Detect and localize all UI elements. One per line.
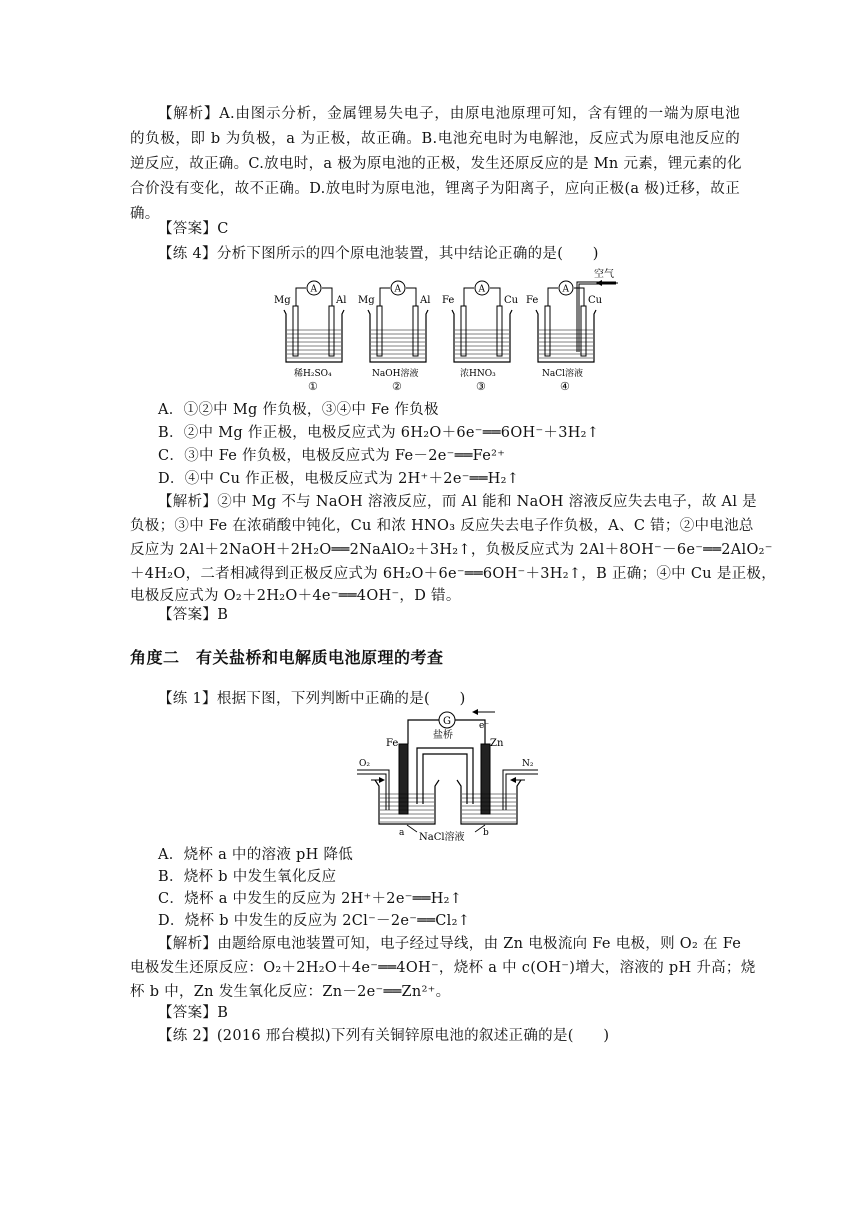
cell-3-solution: 浓HNO₃ bbox=[460, 369, 496, 379]
cell-2-left-label: Mg bbox=[358, 295, 375, 306]
n2-label: N₂ bbox=[522, 759, 534, 769]
beaker-a-label: a bbox=[399, 828, 405, 838]
analysis-line-4: 合价没有变化，故不正确。D.放电时为原电池，锂离子为阳离子，应向正极(a 极)迁移，故正 bbox=[130, 181, 740, 197]
cell-2-right-label: Al bbox=[420, 295, 431, 306]
analysis2-line-3: 反应为 2Al＋2NaOH＋2H₂O══2NaAlO₂＋3H₂↑，负极反应式为 2Al＋8OH⁻－6e⁻══2AlO₂⁻ bbox=[130, 542, 773, 558]
cell-1 bbox=[274, 281, 346, 393]
zn-electrode bbox=[481, 744, 490, 814]
analysis2-line-5: 电极反应式为 O₂＋2H₂O＋4e⁻══4OH⁻，D 错。 bbox=[130, 588, 461, 604]
cell-3-left-label: Fe bbox=[442, 295, 455, 306]
cell-4-right-label: Cu bbox=[588, 295, 603, 306]
cell-2-meter: A bbox=[394, 284, 401, 295]
salt-bridge-figure bbox=[355, 704, 540, 844]
cell-1-number: ① bbox=[308, 380, 318, 393]
analysis-line-5: 确。 bbox=[130, 206, 160, 222]
cell-1-meter: A bbox=[310, 284, 317, 295]
option-c: C．③中 Fe 作负极，电极反应式为 Fe－2e⁻══Fe²⁺ bbox=[158, 448, 506, 464]
air-arrow-icon bbox=[596, 280, 602, 286]
section-heading: 角度二 有关盐桥和电解质电池原理的考查 bbox=[130, 648, 444, 667]
cell-4 bbox=[526, 267, 618, 393]
fe-electrode bbox=[399, 744, 408, 814]
cell-3-meter: A bbox=[478, 284, 485, 295]
cell-1-right-label: Al bbox=[336, 295, 347, 306]
cell-1-left-electrode bbox=[293, 306, 298, 356]
cell-2 bbox=[358, 281, 430, 393]
analysis2-line-2: 负极；③中 Fe 在浓硝酸中钝化，Cu 和浓 HNO₃ 反应失去电子作负极，A、C 错；②中电池总 bbox=[130, 518, 754, 534]
analysis2-line-4: ＋4H₂O，二者相减得到正极反应式为 6H₂O＋6e⁻══6OH⁻＋3H₂↑，B 正确；④中 Cu 是正极， bbox=[130, 566, 777, 582]
n2-arrow-icon bbox=[510, 777, 516, 783]
cell-1-right-electrode bbox=[329, 306, 334, 356]
option-d: D．④中 Cu 作正极，电极反应式为 2H⁺＋2e⁻══H₂↑ bbox=[158, 471, 520, 487]
cell-4-number: ④ bbox=[560, 380, 570, 393]
answer-b: 【答案】B bbox=[158, 607, 229, 623]
question-lian2: 【练 2】(2016 邢台模拟)下列有关铜锌原电池的叙述正确的是( ) bbox=[158, 1028, 610, 1044]
air-label: 空气 bbox=[594, 269, 614, 280]
cell-3-right-label: Cu bbox=[504, 295, 519, 306]
four-cells-figure bbox=[270, 266, 620, 400]
cell-3-number: ③ bbox=[476, 380, 486, 393]
q1-analysis-line-1: 【解析】由题给原电池装置可知，电子经过导线，由 Zn 电极流向 Fe 电极，则 O₂ 在 Fe bbox=[158, 936, 742, 952]
o2-label: O₂ bbox=[359, 759, 370, 769]
nacl-label: NaCl溶液 bbox=[419, 832, 465, 843]
analysis-line-1: 【解析】A.由图示分析，金属锂易失电子，由原电池原理可知，含有锂的一端为原电池 bbox=[158, 106, 740, 122]
q1-option-b: B．烧杯 b 中发生氧化反应 bbox=[158, 869, 337, 885]
q1-option-c: C．烧杯 a 中发生的反应为 2H⁺＋2e⁻══H₂↑ bbox=[158, 891, 463, 907]
option-a: A．①②中 Mg 作负极，③④中 Fe 作负极 bbox=[158, 402, 439, 418]
answer-c: 【答案】C bbox=[158, 221, 229, 237]
electron-arrow-icon bbox=[472, 709, 478, 715]
cell-2-solution: NaOH溶液 bbox=[372, 369, 419, 379]
fe-label: Fe bbox=[386, 738, 399, 749]
q1-analysis-line-3: 杯 b 中，Zn 发生氧化反应：Zn－2e⁻══Zn²⁺。 bbox=[130, 984, 451, 1000]
beaker-b-label: b bbox=[483, 828, 489, 838]
question-lian4: 【练 4】分析下图所示的四个原电池装置，其中结论正确的是( ) bbox=[158, 246, 599, 262]
option-b: B．②中 Mg 作正极，电极反应式为 6H₂O＋6e⁻══6OH⁻＋3H₂↑ bbox=[158, 425, 600, 441]
salt-bridge-tube bbox=[417, 748, 473, 804]
cell-4-solution: NaCl溶液 bbox=[542, 369, 584, 379]
o2-arrow-icon bbox=[379, 777, 385, 783]
cell-4-left-label: Fe bbox=[526, 295, 539, 306]
cell-1-left-label: Mg bbox=[274, 295, 291, 306]
q1-option-a: A．烧杯 a 中的溶液 pH 降低 bbox=[158, 847, 354, 863]
galvanometer-label: G bbox=[443, 716, 451, 727]
analysis-line-3: 逆反应，故正确。C.放电时，a 极为原电池的正极，发生还原反应的是 Mn 元素，锂元素的化 bbox=[130, 156, 742, 172]
cell-1-solution: 稀H₂SO₄ bbox=[294, 369, 332, 379]
q1-option-d: D．烧杯 b 中发生的反应为 2Cl⁻－2e⁻══Cl₂↑ bbox=[158, 913, 471, 929]
q1-answer: 【答案】B bbox=[158, 1005, 229, 1021]
q1-analysis-line-2: 电极发生还原反应：O₂＋2H₂O＋4e⁻══4OH⁻，烧杯 a 中 c(OH⁻)增大，溶液的 pH 升高；烧 bbox=[130, 960, 756, 976]
electron-label: e⁻ bbox=[479, 721, 490, 731]
cell-3 bbox=[442, 281, 519, 393]
analysis-line-2: 的负极，即 b 为负极，a 为正极，故正确。B.电池充电时为电解池，反应式为原电池反应的 bbox=[130, 131, 740, 147]
zn-label: Zn bbox=[490, 738, 504, 749]
cell-2-number: ② bbox=[392, 380, 402, 393]
analysis2-line-1: 【解析】②中 Mg 不与 NaOH 溶液反应，而 Al 能和 NaOH 溶液反应失去电子，故 Al 是 bbox=[158, 494, 757, 510]
cell-4-meter: A bbox=[562, 284, 569, 295]
question-lian1: 【练 1】根据下图，下列判断中正确的是( ) bbox=[158, 691, 466, 707]
salt-bridge-label: 盐桥 bbox=[433, 730, 453, 741]
